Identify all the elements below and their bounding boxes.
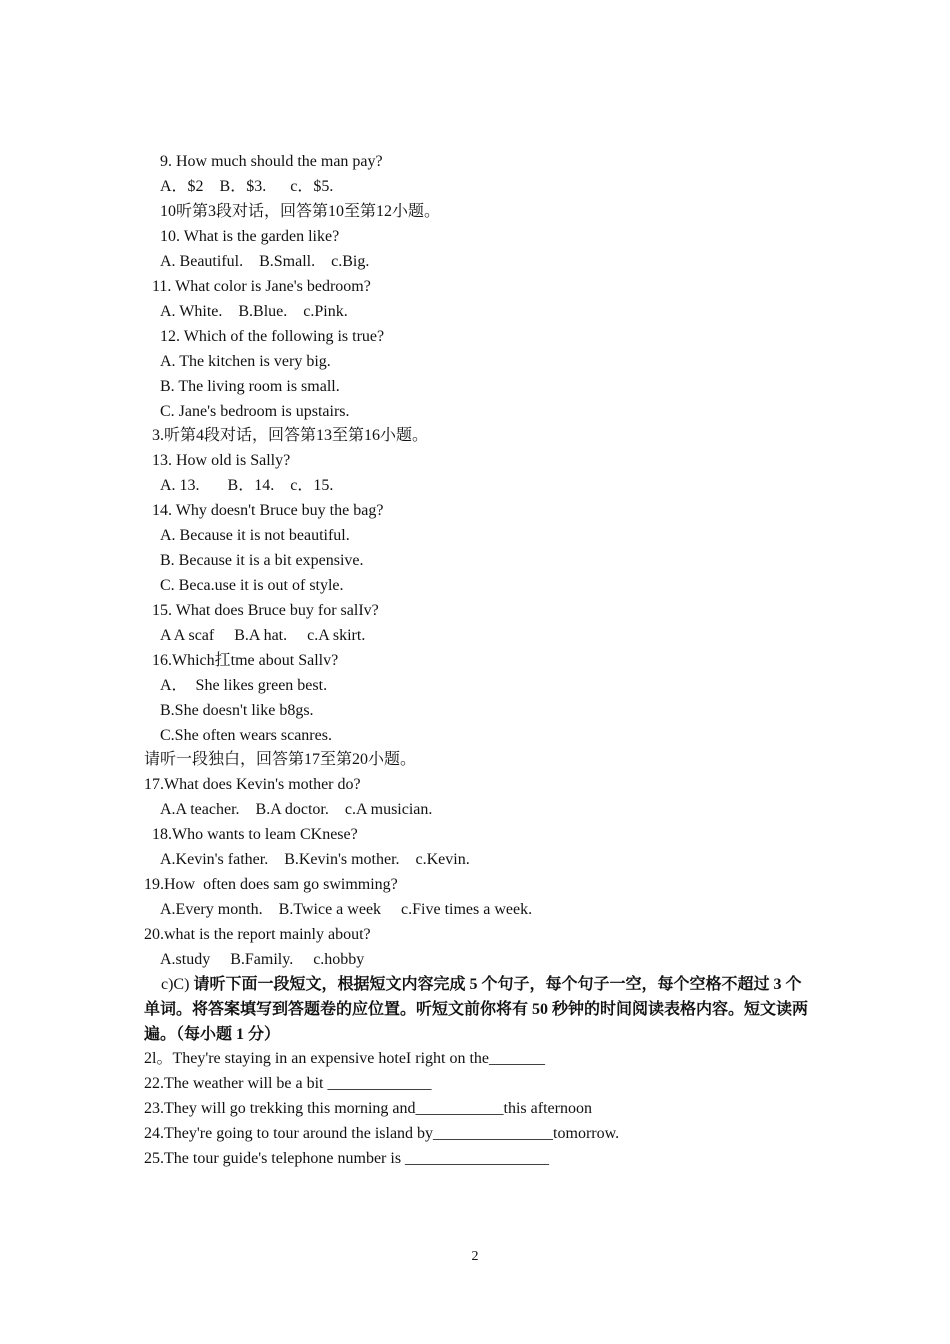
options-20: A.study B.Family. c.hobby: [160, 951, 365, 968]
question-12: 12. Which of the following is true?: [160, 328, 385, 345]
option-14b: B. Because it is a bit expensive.: [160, 552, 364, 569]
question-17: 17.What does Kevin's mother do?: [144, 776, 361, 793]
option-16b: B.She doesn't like b8gs.: [160, 702, 314, 719]
option-12a: A. The kitchen is very big.: [160, 353, 331, 370]
page-number: 2: [471, 1249, 479, 1264]
option-16a: A． She likes green best.: [160, 677, 328, 694]
option-12b: B. The living room is small.: [160, 378, 340, 395]
options-19: A.Every month. B.Twice a week c.Five times a week.: [160, 901, 533, 918]
section-c-lead: c)C): [161, 976, 194, 993]
section-c-instructions: [144, 972, 814, 1047]
question-11: 11. What color is Jane's bedroom?: [152, 278, 371, 295]
question-16: 16.Which扛tme about Sallv?: [152, 652, 339, 669]
options-13: A. 13. B．14. c．15.: [160, 477, 334, 494]
question-14: 14. Why doesn't Bruce buy the bag?: [152, 502, 384, 519]
question-19: 19.How often does sam go swimming?: [144, 876, 398, 893]
question-18: 18.Who wants to leam CKnese?: [152, 826, 358, 843]
options-17: A.A teacher. B.A doctor. c.A musician.: [160, 801, 433, 818]
fill-blank-23: 23.They will go trekking this morning and___________this afternoon: [144, 1100, 592, 1117]
options-15: A A scaf B.A hat. c.A skirt.: [160, 627, 366, 644]
question-20: 20.what is the report mainly about?: [144, 926, 371, 943]
question-15: 15. What does Bruce buy for salIv?: [152, 602, 379, 619]
option-16c: C.She often wears scanres.: [160, 727, 332, 744]
question-10: 10. What is the garden like?: [160, 228, 340, 245]
section-c-instruction-text: 请听下面一段短文，根据短文内容完成 5 个句子，每个句子一空，每个空格不超过 3 个单词。将答案填写到答题卷的应位置。听短文前你将有 50 秒钟的时间阅读表格内容。短文读两遍。（每小题 1 分）: [144, 976, 809, 1043]
fill-blank-24: 24.They're going to tour around the island by_______________tomorrow.: [144, 1125, 620, 1142]
section-heading-dialogue-4: 3.听第4段对话，回答第13至第16小题。: [152, 427, 429, 444]
option-12c: C. Jane's bedroom is upstairs.: [160, 403, 350, 420]
options-11: A. White. B.Blue. c.Pink.: [160, 303, 348, 320]
question-13: 13. How old is Sally?: [152, 452, 291, 469]
fill-blank-25: 25.The tour guide's telephone number is __________________: [144, 1150, 550, 1167]
section-heading-monologue: 请听一段独白，回答第17至第20小题。: [144, 751, 417, 768]
options-10: A. Beautiful. B.Small. c.Big.: [160, 253, 370, 270]
option-14c: C. Beca.use it is out of style.: [160, 577, 344, 594]
section-heading-dialogue-3: 10听第3段对话，回答第10至第12小题。: [160, 203, 441, 220]
options-18: A.Kevin's father. B.Kevin's mother. c.Kevin.: [160, 851, 470, 868]
question-9: 9. How much should the man pay?: [160, 153, 383, 170]
fill-blank-22: 22.The weather will be a bit _____________: [144, 1075, 432, 1092]
options-9: A．$2 B．$3. c．$5.: [160, 178, 334, 195]
option-14a: A. Because it is not beautiful.: [160, 527, 350, 544]
fill-blank-21: 2l。They're staying in an expensive hoteI right on the_______: [144, 1050, 546, 1067]
